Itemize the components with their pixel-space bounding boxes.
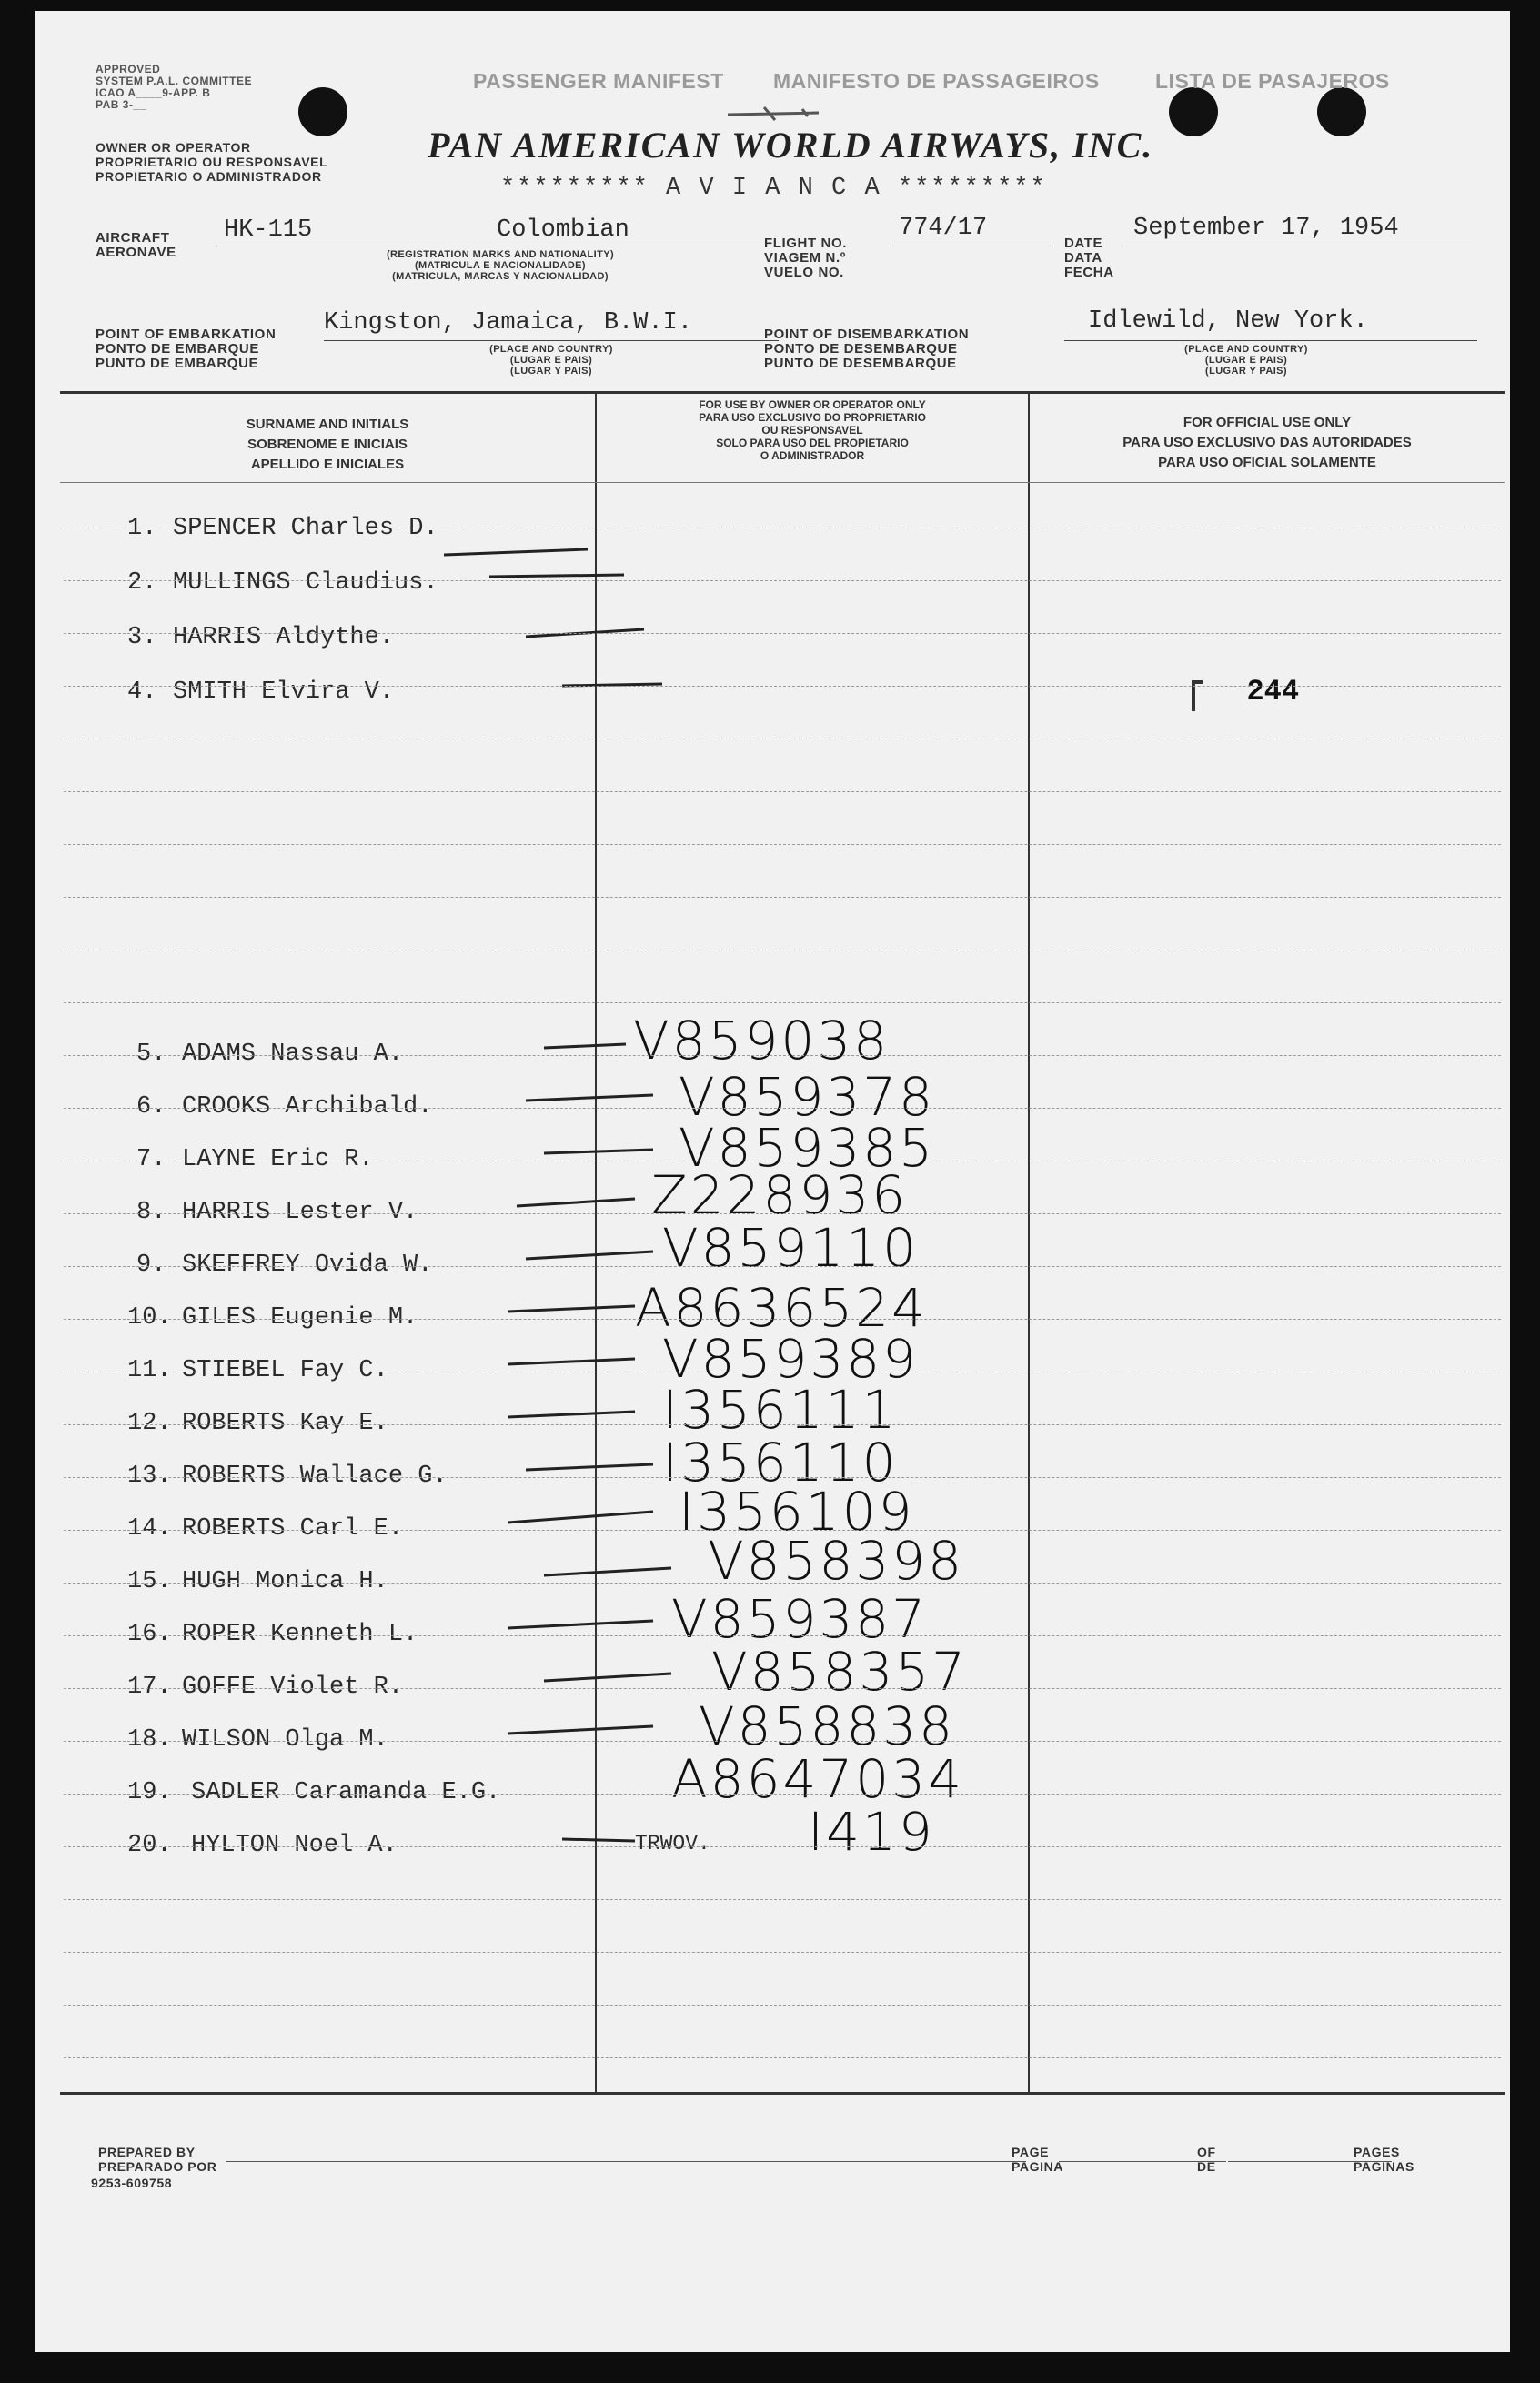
ruled-line (64, 1319, 1501, 1320)
passenger-document: A8636524 (635, 1277, 928, 1339)
ruled-line (64, 580, 1501, 581)
of-label-pt: DE (1197, 2159, 1216, 2174)
passenger-name: GILES Eugenie M. (182, 1304, 418, 1332)
passenger-document: V858357 (711, 1641, 969, 1703)
page-label (1012, 2145, 1063, 2174)
passenger-number: 12. (127, 1410, 172, 1437)
flight-number: 774/17 (899, 215, 988, 242)
ruled-line (64, 1688, 1501, 1689)
ruled-line (64, 1424, 1501, 1425)
prepared-by-en: PREPARED BY (98, 2145, 196, 2159)
form-number: 9253-609758 (91, 2176, 173, 2190)
owner-label-en: OWNER OR OPERATOR (96, 140, 251, 155)
passenger-number: 5. (136, 1041, 166, 1068)
passenger-document: V859389 (662, 1328, 920, 1390)
operator-name: ********* A V I A N C A ********* (500, 175, 1047, 202)
page-label-en: PAGE (1012, 2145, 1050, 2159)
passenger-number: 9. (136, 1252, 166, 1279)
ruled-line (64, 633, 1501, 634)
registration-note-line: (MATRICULA, MARCAS Y NACIONALIDAD) (392, 271, 609, 282)
passenger-document: I419 (808, 1801, 935, 1863)
column-header-owner-line: SOLO PARA USO DEL PROPIETARIO (716, 437, 909, 449)
column-header-official-es: PARA USO OFICIAL SOLAMENTE (1158, 455, 1376, 470)
of-label-en: OF (1197, 2145, 1216, 2159)
column-header-owner-line: OU RESPONSAVEL (761, 424, 863, 437)
passenger-name: LAYNE Eric R. (182, 1146, 374, 1173)
passenger-number: 11. (127, 1357, 172, 1384)
column-header-owner-line: O ADMINISTRADOR (760, 449, 865, 462)
ruled-line (64, 1477, 1501, 1478)
prepared-by-line (226, 2161, 1026, 2162)
aircraft-nationality: Colombian (497, 216, 629, 244)
passenger-name: ADAMS Nassau A. (182, 1041, 404, 1068)
passenger-name: SPENCER Charles D. (173, 515, 438, 542)
pages-label (1354, 2145, 1414, 2174)
official-stamp (1192, 675, 1299, 711)
disembark-place: Idlewild, New York. (1088, 307, 1368, 335)
owner-label-es: PROPIETARIO O ADMINISTRADOR (96, 169, 322, 184)
ruled-line (64, 1899, 1501, 1900)
passenger-document: A8647034 (671, 1748, 964, 1810)
registration-note-line: (REGISTRATION MARKS AND NATIONALITY) (386, 249, 615, 260)
passenger-number: 7. (136, 1146, 166, 1173)
stamp-mark-icon (1192, 680, 1203, 711)
embark-label-pt: PONTO DE EMBARQUE (96, 341, 259, 357)
ruled-line (64, 1583, 1501, 1584)
registration-note-line: (MATRICULA E NACIONALIDADE) (414, 260, 586, 271)
passenger-name: ROBERTS Wallace G. (182, 1463, 448, 1490)
passenger-document: I356111 (662, 1379, 899, 1441)
ruled-line (64, 686, 1501, 687)
passenger-name: SADLER Caramanda E.G. (191, 1779, 501, 1806)
passenger-name: CROOKS Archibald. (182, 1093, 433, 1121)
passenger-name: HARRIS Aldythe. (173, 624, 395, 651)
disembark-label-en: POINT OF DISEMBARKATION (764, 327, 970, 342)
passenger-number: 16. (127, 1621, 172, 1648)
column-header-names-en: SURNAME AND INITIALS (246, 417, 409, 432)
prepared-by-label (98, 2145, 216, 2174)
column-header-owner-line: PARA USO EXCLUSIVO DO PROPRIETARIO (699, 411, 926, 424)
airline-name: PAN AMERICAN WORLD AIRWAYS, INC. (428, 125, 1154, 166)
flight-no-label-pt: VIAGEM N.º (764, 250, 846, 266)
date-label-pt: DATA (1064, 250, 1102, 266)
ruled-line (64, 1213, 1501, 1214)
embark-note-line: (LUGAR E PAIS) (509, 355, 593, 366)
embark-note-line: (PLACE AND COUNTRY) (489, 344, 613, 355)
pages-label-en: PAGES (1354, 2145, 1400, 2159)
passenger-document: V858398 (708, 1530, 965, 1592)
embark-label-es: PUNTO DE EMBARQUE (96, 356, 259, 371)
embark-label-en: POINT OF EMBARKATION (96, 327, 277, 342)
ruled-line (64, 2057, 1501, 2058)
prepared-by-pt: PREPARADO POR (98, 2159, 217, 2174)
page-label-pt: PAGINA (1012, 2159, 1064, 2174)
passenger-name: WILSON Olga M. (182, 1726, 388, 1754)
aircraft-label-pt: AERONAVE (96, 245, 176, 260)
passenger-number: 17. (127, 1674, 172, 1701)
passenger-number: 2. (127, 569, 157, 597)
passenger-number: 20. (127, 1832, 172, 1859)
ruled-line (64, 1794, 1501, 1795)
ruled-line (64, 1741, 1501, 1742)
ruled-line (64, 1635, 1501, 1636)
column-header-owner-line: FOR USE BY OWNER OR OPERATOR ONLY (699, 398, 926, 411)
owner-label-pt: PROPRIETARIO OU RESPONSAVEL (96, 155, 328, 169)
stamp-number: 244 (1246, 675, 1300, 709)
passenger-name: SMITH Elvira V. (173, 679, 395, 706)
disembark-note-line: (LUGAR E PAIS) (1204, 355, 1288, 366)
embark-note-line: (LUGAR Y PAIS) (510, 366, 592, 377)
passenger-name: SKEFFREY Ovida W. (182, 1252, 433, 1279)
handwritten-dashes (35, 11, 1510, 2352)
ruled-line (64, 791, 1501, 792)
passenger-document: Z228936 (651, 1164, 909, 1226)
aircraft-registration: HK-115 (224, 216, 313, 244)
passenger-name: HARRIS Lester V. (182, 1199, 418, 1226)
title-es: LISTA DE PASAJEROS (1155, 69, 1390, 93)
passenger-number: 18. (127, 1726, 172, 1754)
ruled-line (64, 1055, 1501, 1056)
ruled-line (64, 1846, 1501, 1847)
ruled-line (64, 1952, 1501, 1953)
passenger-name: ROBERTS Carl E. (182, 1515, 404, 1543)
passenger-note: TRWOV. (635, 1832, 710, 1855)
ruled-line (64, 1266, 1501, 1267)
passenger-name: MULLINGS Claudius. (173, 569, 438, 597)
passenger-document: V859110 (662, 1217, 920, 1279)
passenger-name: ROBERTS Kay E. (182, 1410, 388, 1437)
approval-line: SYSTEM P.A.L. COMMITTEE (96, 75, 252, 87)
date-label-en: DATE (1064, 236, 1103, 251)
flight-date: September 17, 1954 (1133, 215, 1399, 242)
column-header-official-en: FOR OFFICIAL USE ONLY (1183, 415, 1352, 430)
flight-no-label-en: FLIGHT NO. (764, 236, 847, 251)
approval-line: APPROVED (96, 63, 161, 75)
passenger-name: ROPER Kenneth L. (182, 1621, 418, 1648)
passenger-number: 14. (127, 1515, 172, 1543)
passenger-number: 3. (127, 624, 157, 651)
flight-no-label-es: VUELO NO. (764, 265, 844, 280)
passenger-number: 15. (127, 1568, 172, 1595)
date-label-es: FECHA (1064, 265, 1114, 280)
column-header-names-es: APELLIDO E INICIALES (250, 457, 405, 472)
passenger-name: STIEBEL Fay C. (182, 1357, 388, 1384)
column-header-names-pt: SOBRENOME E INICIAIS (247, 437, 408, 452)
ruled-line (64, 1002, 1501, 1003)
passenger-number: 19. (127, 1779, 172, 1806)
passenger-document: V859038 (633, 1010, 891, 1071)
passenger-name: HYLTON Noel A. (191, 1832, 398, 1859)
column-header-official-pt: PARA USO EXCLUSIVO DAS AUTORIDADES (1122, 435, 1412, 450)
ruled-line (64, 1530, 1501, 1531)
passenger-number: 8. (136, 1199, 166, 1226)
passenger-number: 4. (127, 679, 157, 706)
passenger-number: 6. (136, 1093, 166, 1121)
passenger-number: 1. (127, 515, 157, 542)
passenger-name: GOFFE Violet R. (182, 1674, 404, 1701)
ruled-line (64, 897, 1501, 898)
passenger-number: 13. (127, 1463, 172, 1490)
disembark-label-pt: PONTO DE DESEMBARQUE (764, 341, 958, 357)
of-label (1197, 2145, 1216, 2174)
title-en: PASSENGER MANIFEST (473, 69, 724, 93)
passenger-document: V859378 (679, 1066, 936, 1128)
passenger-document: I356109 (679, 1481, 915, 1543)
ruled-line (64, 1108, 1501, 1109)
passenger-document: V858838 (699, 1695, 956, 1757)
passenger-number: 10. (127, 1304, 172, 1332)
title-pt: MANIFESTO DE PASSAGEIROS (773, 69, 1100, 93)
embark-place: Kingston, Jamaica, B.W.I. (324, 309, 693, 337)
ruled-line (64, 2005, 1501, 2006)
disembark-note-line: (PLACE AND COUNTRY) (1184, 344, 1308, 355)
passenger-document: I356110 (662, 1432, 899, 1493)
disembark-note-line: (LUGAR Y PAIS) (1205, 366, 1287, 377)
passenger-name: HUGH Monica H. (182, 1568, 388, 1595)
manifest-sheet (35, 11, 1510, 2352)
approval-line: ICAO A____9-APP. B (96, 86, 211, 99)
disembark-label-es: PUNTO DE DESEMBARQUE (764, 356, 957, 371)
ruled-line (64, 844, 1501, 845)
approval-line: PAB 3-__ (96, 98, 146, 111)
pages-label-pt: PAGINAS (1354, 2159, 1414, 2174)
passenger-document: V859385 (679, 1117, 936, 1179)
aircraft-label-en: AIRCRAFT (96, 230, 170, 246)
passenger-document: V859387 (671, 1588, 929, 1650)
